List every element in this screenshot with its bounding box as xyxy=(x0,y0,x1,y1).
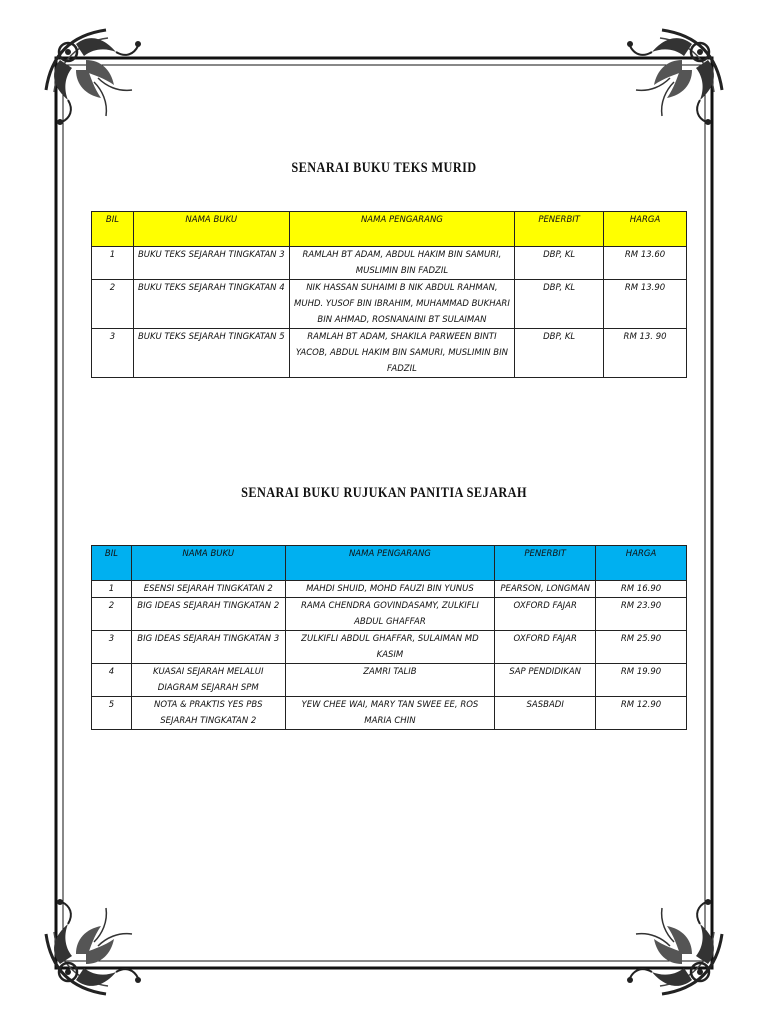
cell-book: ESENSI SEJARAH TINGKATAN 2 xyxy=(131,581,285,598)
cell-author: NIK HASSAN SUHAIMI B NIK ABDUL RAHMAN, MUHD. YUSOF BIN IBRAHIM, MUHAMMAD BUKHARI BIN AHMAD, ROSNANAINI BT SULAIMAN xyxy=(289,280,515,329)
header-penerbit: PENERBIT xyxy=(495,546,596,581)
cell-book: BUKU TEKS SEJARAH TINGKATAN 4 xyxy=(133,280,289,329)
cell-publisher: PEARSON, LONGMAN xyxy=(495,581,596,598)
cell-author: ZULKIFLI ABDUL GHAFFAR, SULAIMAN MD KASIM xyxy=(285,631,495,664)
reference-book-table xyxy=(91,545,687,730)
cell-bil: 2 xyxy=(92,598,132,631)
cell-book: NOTA & PRAKTIS YES PBS SEJARAH TINGKATAN 2 xyxy=(131,697,285,730)
header-harga: HARGA xyxy=(604,212,687,247)
cell-bil: 2 xyxy=(92,280,134,329)
reference-list-title: SENARAI BUKU RUJUKAN PANITIA SEJARAH xyxy=(241,485,527,501)
cell-bil: 3 xyxy=(92,631,132,664)
cell-price: RM 12.90 xyxy=(596,697,687,730)
table-header-row xyxy=(92,546,687,581)
cell-bil: 4 xyxy=(92,664,132,697)
cell-bil: 1 xyxy=(92,247,134,280)
cell-publisher: DBP, KL xyxy=(515,280,604,329)
table-row xyxy=(92,664,687,697)
cell-price: RM 13. 90 xyxy=(604,329,687,378)
cell-price: RM 19.90 xyxy=(596,664,687,697)
cell-book: BUKU TEKS SEJARAH TINGKATAN 3 xyxy=(133,247,289,280)
cell-publisher: OXFORD FAJAR xyxy=(495,631,596,664)
header-harga: HARGA xyxy=(596,546,687,581)
header-nama-buku: NAMA BUKU xyxy=(131,546,285,581)
textbook-table xyxy=(91,211,687,378)
cell-author: YEW CHEE WAI, MARY TAN SWEE EE, ROS MARIA CHIN xyxy=(285,697,495,730)
table-row xyxy=(92,697,687,730)
table-row xyxy=(92,631,687,664)
cell-author: MAHDI SHUID, MOHD FAUZI BIN YUNUS xyxy=(285,581,495,598)
cell-book: KUASAI SEJARAH MELALUI DIAGRAM SEJARAH SPM xyxy=(131,664,285,697)
table-row xyxy=(92,247,687,280)
header-bil: BIL xyxy=(92,212,134,247)
cell-book: BUKU TEKS SEJARAH TINGKATAN 5 xyxy=(133,329,289,378)
cell-publisher: DBP, KL xyxy=(515,247,604,280)
cell-price: RM 23.90 xyxy=(596,598,687,631)
header-penerbit: PENERBIT xyxy=(515,212,604,247)
header-nama-pengarang: NAMA PENGARANG xyxy=(285,546,495,581)
cell-publisher: SASBADI xyxy=(495,697,596,730)
cell-author: ZAMRI TALIB xyxy=(285,664,495,697)
cell-price: RM 13.90 xyxy=(604,280,687,329)
cell-publisher: DBP, KL xyxy=(515,329,604,378)
textbook-list-title: SENARAI BUKU TEKS MURID xyxy=(291,160,477,176)
cell-author: RAMA CHENDRA GOVINDASAMY, ZULKIFLI ABDUL GHAFFAR xyxy=(285,598,495,631)
table-header-row xyxy=(92,212,687,247)
table-row xyxy=(92,598,687,631)
table-row xyxy=(92,581,687,598)
table-row xyxy=(92,329,687,378)
header-bil: BIL xyxy=(92,546,132,581)
header-nama-buku: NAMA BUKU xyxy=(133,212,289,247)
cell-author: RAMLAH BT ADAM, ABDUL HAKIM BIN SAMURI, MUSLIMIN BIN FADZIL xyxy=(289,247,515,280)
cell-book: BIG IDEAS SEJARAH TINGKATAN 3 xyxy=(131,631,285,664)
cell-price: RM 13.60 xyxy=(604,247,687,280)
table-row xyxy=(92,280,687,329)
cell-bil: 1 xyxy=(92,581,132,598)
cell-publisher: SAP PENDIDIKAN xyxy=(495,664,596,697)
header-nama-pengarang: NAMA PENGARANG xyxy=(289,212,515,247)
cell-bil: 3 xyxy=(92,329,134,378)
cell-book: BIG IDEAS SEJARAH TINGKATAN 2 xyxy=(131,598,285,631)
cell-price: RM 25.90 xyxy=(596,631,687,664)
cell-price: RM 16.90 xyxy=(596,581,687,598)
cell-bil: 5 xyxy=(92,697,132,730)
cell-author: RAMLAH BT ADAM, SHAKILA PARWEEN BINTI YACOB, ABDUL HAKIM BIN SAMURI, MUSLIMIN BIN FADZIL xyxy=(289,329,515,378)
cell-publisher: OXFORD FAJAR xyxy=(495,598,596,631)
